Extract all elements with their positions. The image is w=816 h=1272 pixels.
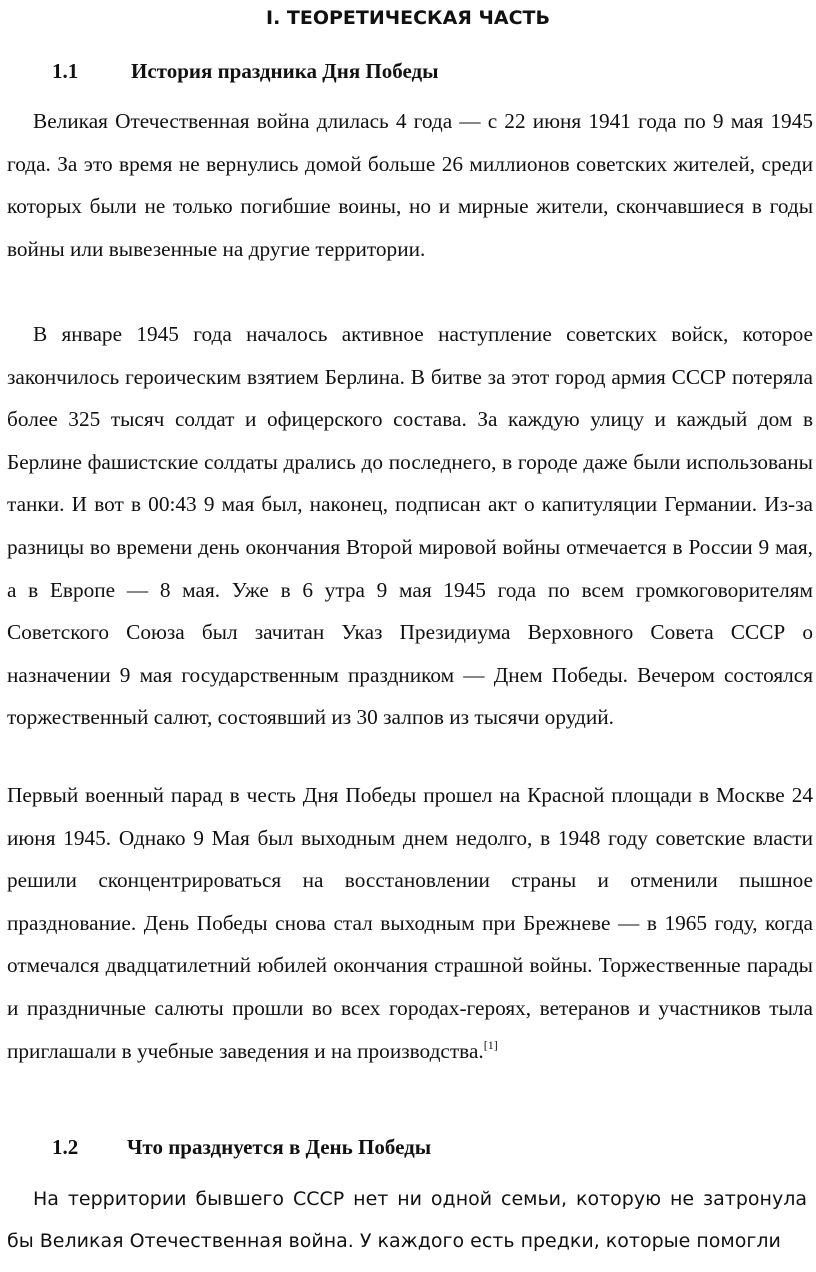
section-1-paragraph-3-text: Первый военный парад в честь Дня Победы прошел на Красной площади в Москве 24 июня 1945. Однако 9 Мая был выходным днем недолго, в 1948 году советские власти решили сконцентрироваться на восстановлении страны и отменили пышное празднование. День Победы снова стал выходным при Брежневе — в 1965 году, когда отмечался двадцатилетний юбилей окончания страшной войны. Торжественные парады и праздничные салюты прошли во всех городах-героях, ветеранов и участников тыла приглашали в учебные заведения и на производства. [7, 783, 813, 1063]
section-1-paragraph-1: Великая Отечественная война длилась 4 года — с 22 июня 1941 года по 9 мая 1945 года. За это время не вернулись домой больше 26 миллионов советских жителей, среди которых были не только погибшие воины, но и мирные жители, скончавшиеся в годы войны или вывезенные на другие территории. [7, 109, 813, 261]
footnote-reference[interactable]: [1] [483, 1037, 498, 1052]
section-2-heading [52, 1132, 752, 1162]
section-1-heading [52, 56, 752, 86]
part-title: I. ТЕОРЕТИЧЕСКАЯ ЧАСТЬ [266, 7, 550, 29]
section-1-paragraph-3 [7, 774, 813, 1072]
section-2-title: Что празднуется в День Победы [127, 1135, 432, 1159]
section-1-paragraph-2: В январе 1945 года началось активное наступление советских войск, которое закончилось героическим взятием Берлина. В битве за этот город армия СССР потеряла более 325 тысяч солдат и офицерского состава. За каждую улицу и каждый дом в Берлине фашистские солдаты дрались до последнего, в городе даже были использованы танки. И вот в 00:43 9 мая был, наконец, подписан акт о капитуляции Германии. Из-за разницы во времени день окончания Второй мировой войны отмечается в России 9 мая, а в Европе — 8 мая. Уже в 6 утра 9 мая 1945 года по всем громкоговорителям Советского Союза был зачитан Указ Президиума Верховного Совета СССР о назначении 9 мая государственным праздником — Днем Победы. Вечером состоялся торжественный салют, состоявший из 30 залпов из тысячи орудий. [7, 322, 813, 730]
section-1-title: История праздника Дня Победы [131, 59, 439, 83]
section-2-number: 1.2 [52, 1135, 79, 1159]
section-1-number: 1.1 [52, 59, 79, 83]
section-2-paragraph-1: На территории бывшего СССР нет ни одной семьи, которую не затронула бы Великая Отечественная война. У каждого есть предки, которые помогли [7, 1188, 807, 1252]
